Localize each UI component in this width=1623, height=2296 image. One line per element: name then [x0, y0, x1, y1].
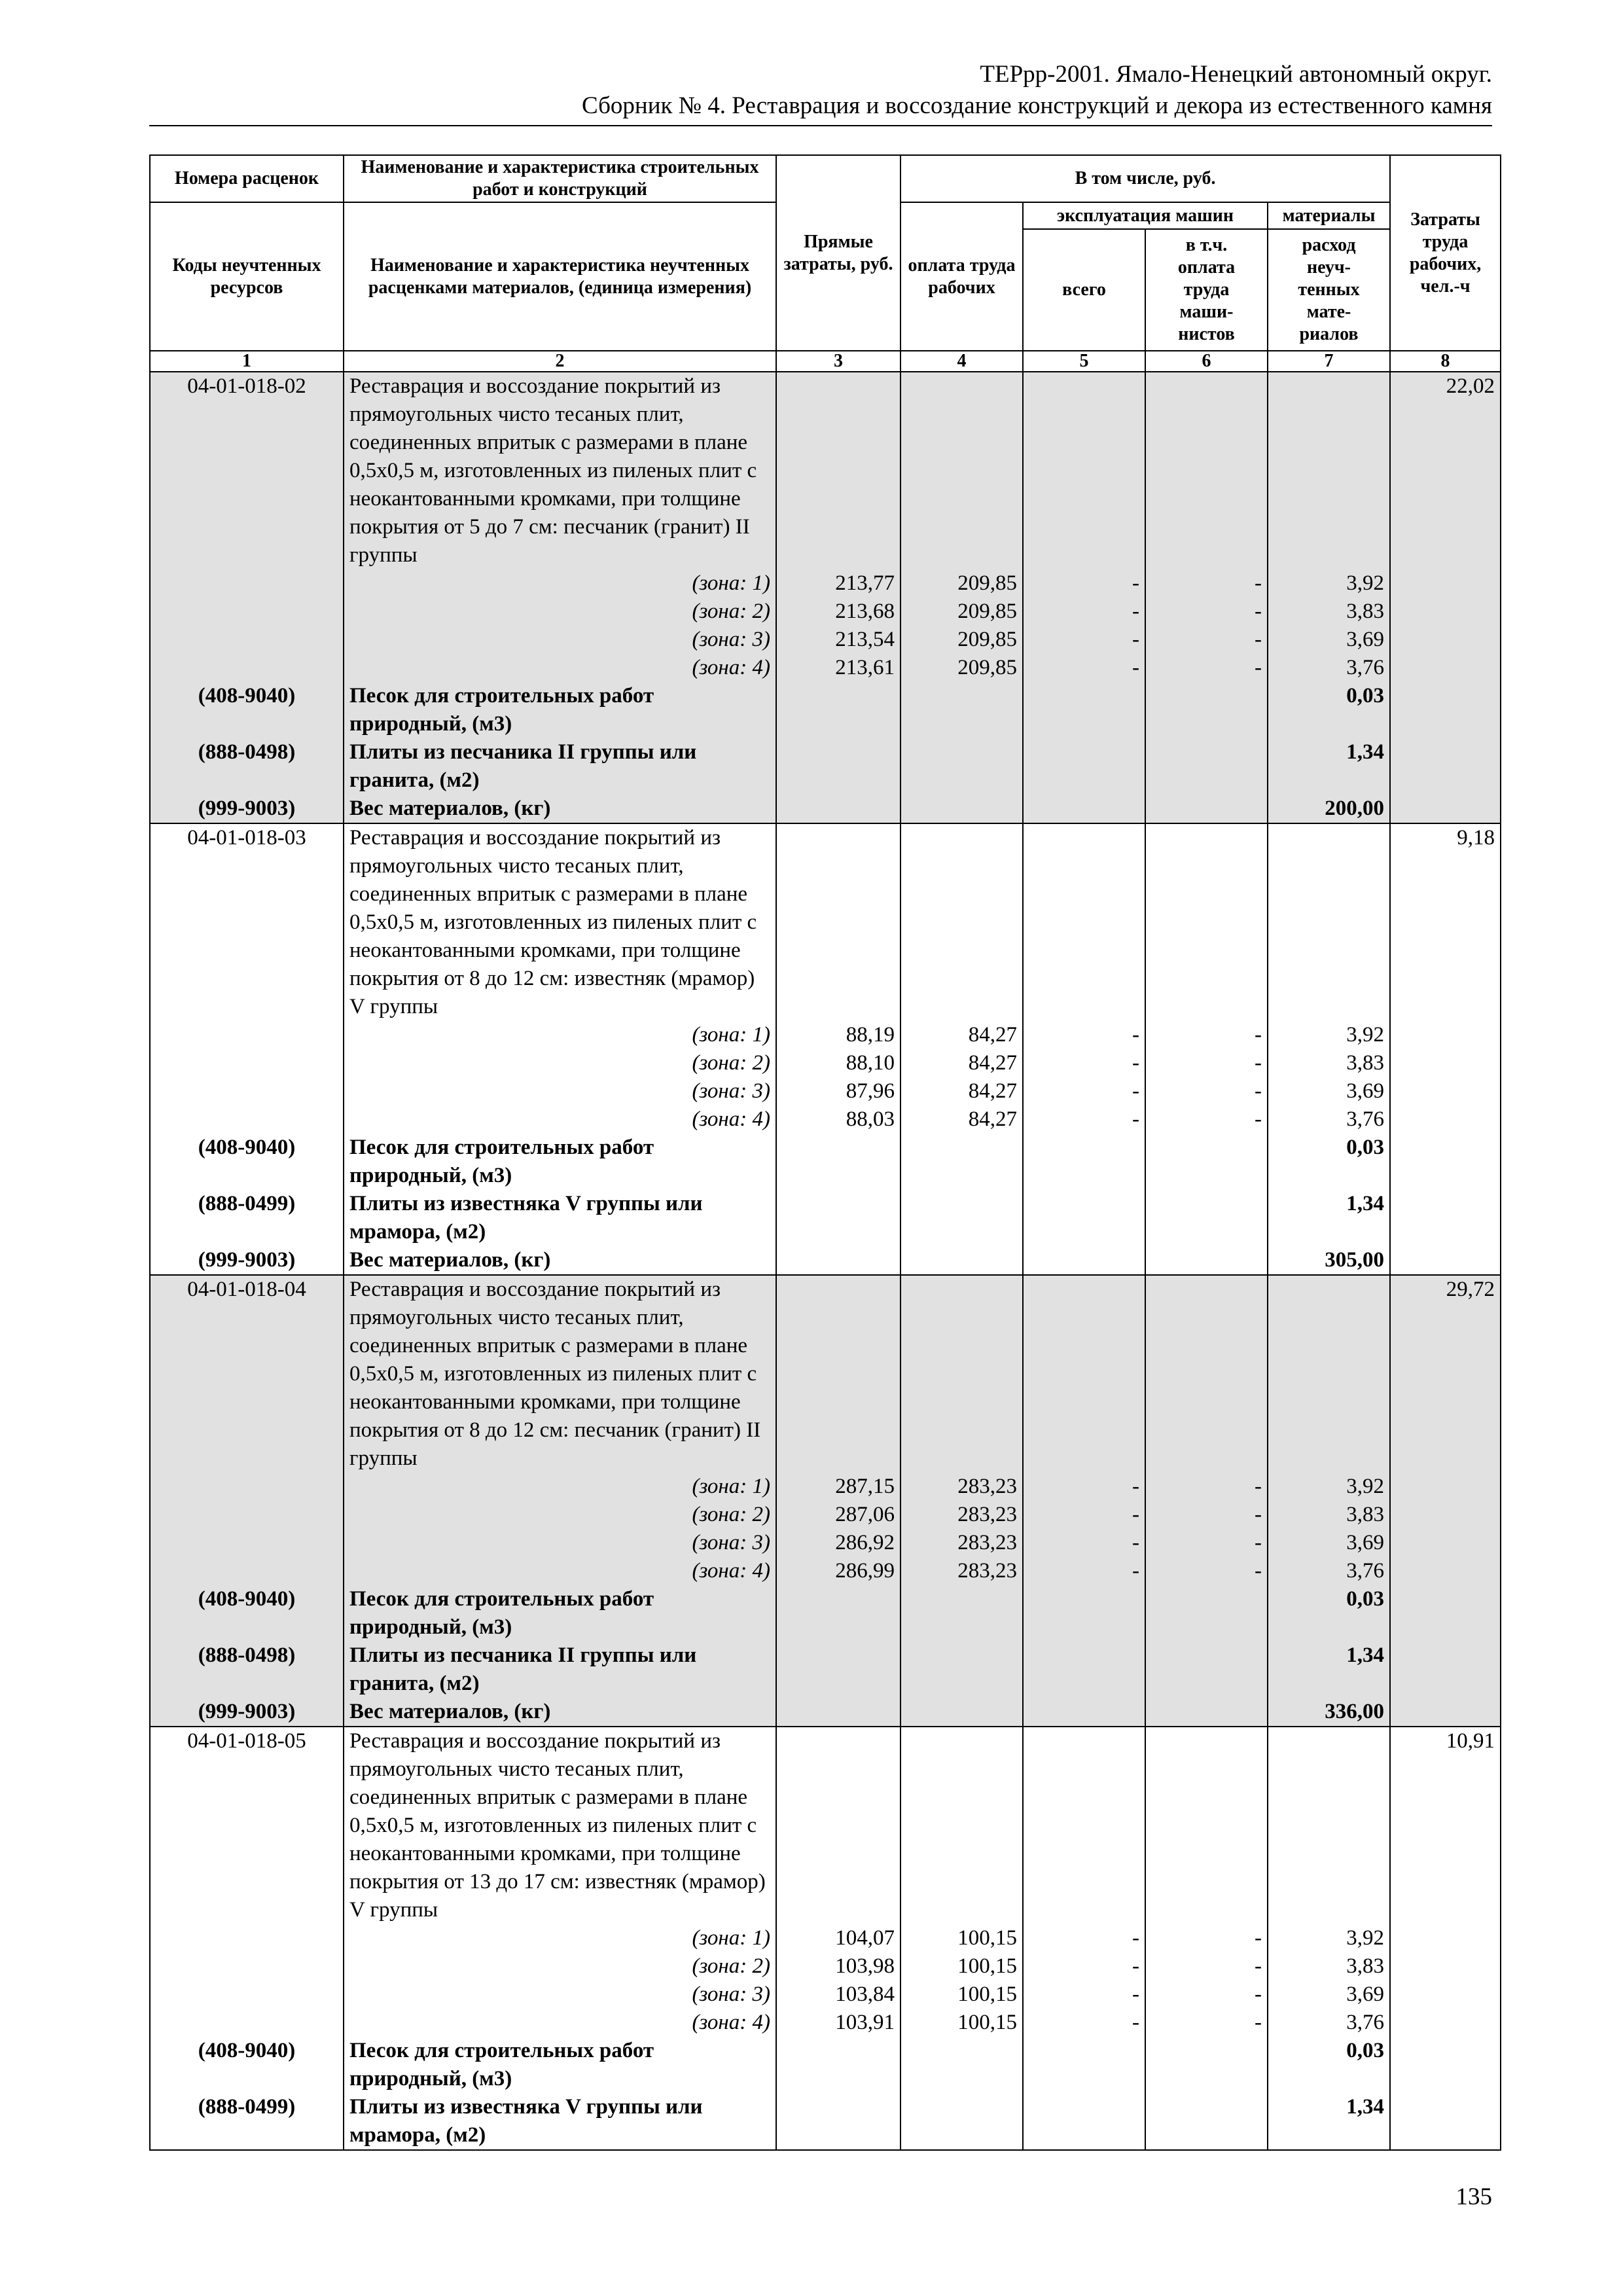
resource-amount: 0,03 — [1268, 2037, 1390, 2093]
materials-cost: 3,92 — [1268, 569, 1390, 598]
direct-costs: 88,10 — [776, 1049, 901, 1077]
labor-costs: 22,02 — [1390, 372, 1501, 569]
worker-pay: 283,23 — [901, 1501, 1023, 1529]
worker-pay: 84,27 — [901, 1049, 1023, 1077]
column-number: 2 — [344, 351, 776, 372]
resource-code: (408-9040) — [150, 2037, 344, 2093]
header-material-name: Наименование и характеристика неучтенных расценками материалов, (единица измерения) — [344, 202, 776, 351]
rate-row — [150, 372, 1501, 569]
materials-cost: 3,76 — [1268, 2009, 1390, 2037]
resource-amount: 305,00 — [1268, 1246, 1390, 1275]
zone-row — [150, 598, 1501, 626]
column-number: 3 — [776, 351, 901, 372]
header-rate-numbers: Номера расценок — [150, 155, 344, 202]
zone-label: (зона: 3) — [344, 1981, 776, 2009]
resource-code: (408-9040) — [150, 1585, 344, 1641]
machines-total: - — [1023, 2009, 1145, 2037]
zone-row — [150, 626, 1501, 654]
zone-row — [150, 1924, 1501, 1952]
worker-pay: 283,23 — [901, 1557, 1023, 1585]
machines-total: - — [1023, 1924, 1145, 1952]
direct-costs: 103,91 — [776, 2009, 901, 2037]
zone-row — [150, 1557, 1501, 1585]
resource-code: (888-0498) — [150, 1641, 344, 1698]
worker-pay: 209,85 — [901, 626, 1023, 654]
materials-cost: 3,83 — [1268, 1501, 1390, 1529]
worker-pay: 84,27 — [901, 1077, 1023, 1105]
zone-row — [150, 1473, 1501, 1501]
zone-row — [150, 1105, 1501, 1134]
materials-cost: 3,83 — [1268, 1049, 1390, 1077]
machines-total: - — [1023, 1529, 1145, 1557]
resource-name: Плиты из песчаника II группы или гранита, (м2) — [344, 738, 776, 795]
resource-name: Вес материалов, (кг) — [344, 795, 776, 823]
resource-name: Вес материалов, (кг) — [344, 1698, 776, 1727]
zone-label: (зона: 4) — [344, 654, 776, 682]
resource-row — [150, 1190, 1501, 1246]
zone-row — [150, 1952, 1501, 1981]
worker-pay: 209,85 — [901, 569, 1023, 598]
direct-costs: 103,98 — [776, 1952, 901, 1981]
resource-code: (888-0498) — [150, 738, 344, 795]
resource-row — [150, 682, 1501, 738]
resource-name: Песок для строительных работ природный, (м3) — [344, 1585, 776, 1641]
operator-pay: - — [1145, 1021, 1268, 1049]
zone-row — [150, 1077, 1501, 1105]
worker-pay: 209,85 — [901, 598, 1023, 626]
resource-amount: 0,03 — [1268, 682, 1390, 738]
zone-label: (зона: 2) — [344, 1501, 776, 1529]
operator-pay: - — [1145, 1105, 1268, 1134]
column-number: 1 — [150, 351, 344, 372]
operator-pay: - — [1145, 1473, 1268, 1501]
operator-pay: - — [1145, 1924, 1268, 1952]
machines-total: - — [1023, 1952, 1145, 1981]
table-header — [150, 155, 1501, 372]
header-labor-costs: Затраты труда рабочих, чел.-ч — [1390, 155, 1501, 351]
column-number: 4 — [901, 351, 1023, 372]
resource-row — [150, 738, 1501, 795]
operator-pay: - — [1145, 654, 1268, 682]
resource-amount: 1,34 — [1268, 1190, 1390, 1246]
zone-label: (зона: 1) — [344, 1473, 776, 1501]
header-total: всего — [1023, 229, 1145, 351]
resource-row — [150, 1585, 1501, 1641]
zone-row — [150, 1981, 1501, 2009]
collection-title: ТЕРрр-2001. Ямало-Ненецкий автономный округ. — [980, 61, 1492, 88]
column-number: 8 — [1390, 351, 1501, 372]
rate-row — [150, 823, 1501, 1021]
machines-total: - — [1023, 1021, 1145, 1049]
machines-total: - — [1023, 626, 1145, 654]
materials-cost: 3,83 — [1268, 1952, 1390, 1981]
resource-amount: 1,34 — [1268, 738, 1390, 795]
materials-cost: 3,92 — [1268, 1473, 1390, 1501]
resource-amount: 1,34 — [1268, 2093, 1390, 2150]
machines-total: - — [1023, 1981, 1145, 2009]
zone-row — [150, 1021, 1501, 1049]
resource-code: (999-9003) — [150, 795, 344, 823]
operator-pay: - — [1145, 1981, 1268, 2009]
materials-cost: 3,92 — [1268, 1021, 1390, 1049]
zone-label: (зона: 4) — [344, 2009, 776, 2037]
header-machines: эксплуатация машин — [1023, 202, 1268, 229]
resource-row — [150, 2093, 1501, 2150]
machines-total: - — [1023, 569, 1145, 598]
direct-costs: 213,77 — [776, 569, 901, 598]
resource-code: (999-9003) — [150, 1246, 344, 1275]
machines-total: - — [1023, 1077, 1145, 1105]
zone-label: (зона: 1) — [344, 569, 776, 598]
header-resource-codes: Коды неучтенных ресурсов — [150, 202, 344, 351]
operator-pay: - — [1145, 569, 1268, 598]
direct-costs: 213,68 — [776, 598, 901, 626]
rate-description: Реставрация и воссоздание покрытий из прямоугольных чисто тесаных плит, соединенных впритык с размерами в плане 0,5x0,5 м, изготовленных из пиленых плит с неокантованными кромками, при толщине покрытия от 13 до 17 см: известняк (мрамор) V группы — [344, 1727, 776, 1924]
rate-code: 04-01-018-05 — [150, 1727, 344, 1924]
resource-amount: 336,00 — [1268, 1698, 1390, 1727]
rates-table — [149, 154, 1501, 2151]
resource-name: Песок для строительных работ природный, (м3) — [344, 682, 776, 738]
direct-costs: 213,54 — [776, 626, 901, 654]
column-number: 7 — [1268, 351, 1390, 372]
direct-costs: 286,99 — [776, 1557, 901, 1585]
direct-costs: 88,03 — [776, 1105, 901, 1134]
resource-code: (408-9040) — [150, 682, 344, 738]
worker-pay: 100,15 — [901, 1981, 1023, 2009]
worker-pay: 209,85 — [901, 654, 1023, 682]
zone-label: (зона: 4) — [344, 1105, 776, 1134]
worker-pay: 283,23 — [901, 1473, 1023, 1501]
machines-total: - — [1023, 1473, 1145, 1501]
rate-group — [150, 1727, 1501, 2150]
resource-row — [150, 1641, 1501, 1698]
resource-amount: 0,03 — [1268, 1134, 1390, 1190]
header-divider — [149, 125, 1492, 126]
operator-pay: - — [1145, 1529, 1268, 1557]
direct-costs: 287,15 — [776, 1473, 901, 1501]
materials-cost: 3,83 — [1268, 598, 1390, 626]
zone-label: (зона: 1) — [344, 1924, 776, 1952]
rate-group — [150, 1275, 1501, 1727]
zone-label: (зона: 2) — [344, 1049, 776, 1077]
resource-code: (888-0499) — [150, 1190, 344, 1246]
header-including: В том числе, руб. — [901, 155, 1390, 202]
direct-costs: 287,06 — [776, 1501, 901, 1529]
zone-label: (зона: 3) — [344, 626, 776, 654]
zone-label: (зона: 3) — [344, 1077, 776, 1105]
labor-costs: 9,18 — [1390, 823, 1501, 1021]
operator-pay: - — [1145, 1077, 1268, 1105]
direct-costs: 87,96 — [776, 1077, 901, 1105]
labor-costs: 10,91 — [1390, 1727, 1501, 1924]
column-number: 6 — [1145, 351, 1268, 372]
rate-group — [150, 823, 1501, 1275]
operator-pay: - — [1145, 1049, 1268, 1077]
zone-row — [150, 1049, 1501, 1077]
resource-name: Плиты из известняка V группы или мрамора, (м2) — [344, 2093, 776, 2150]
zone-label: (зона: 1) — [344, 1021, 776, 1049]
rate-code: 04-01-018-02 — [150, 372, 344, 569]
materials-cost: 3,69 — [1268, 626, 1390, 654]
resource-code: (888-0499) — [150, 2093, 344, 2150]
direct-costs: 103,84 — [776, 1981, 901, 2009]
machines-total: - — [1023, 1501, 1145, 1529]
rate-description: Реставрация и воссоздание покрытий из прямоугольных чисто тесаных плит, соединенных впритык с размерами в плане 0,5x0,5 м, изготовленных из пиленых плит с неокантованными кромками, при толщине покрытия от 5 до 7 см: песчаник (гранит) II группы — [344, 372, 776, 569]
worker-pay: 84,27 — [901, 1021, 1023, 1049]
resource-row — [150, 1134, 1501, 1190]
materials-cost: 3,76 — [1268, 654, 1390, 682]
header-unaccounted-use: расход неуч- тенных мате- риалов — [1268, 229, 1390, 351]
page-number: 135 — [1455, 2183, 1492, 2210]
zone-row — [150, 1501, 1501, 1529]
materials-cost: 3,76 — [1268, 1105, 1390, 1134]
machines-total: - — [1023, 598, 1145, 626]
materials-cost: 3,69 — [1268, 1077, 1390, 1105]
zone-row — [150, 569, 1501, 598]
resource-code: (408-9040) — [150, 1134, 344, 1190]
worker-pay: 100,15 — [901, 1924, 1023, 1952]
zone-label: (зона: 4) — [344, 1557, 776, 1585]
resource-name: Плиты из известняка V группы или мрамора, (м2) — [344, 1190, 776, 1246]
zone-row — [150, 1529, 1501, 1557]
rate-description: Реставрация и воссоздание покрытий из прямоугольных чисто тесаных плит, соединенных впритык с размерами в плане 0,5x0,5 м, изготовленных из пиленых плит с неокантованными кромками, при толщине покрытия от 8 до 12 см: песчаник (гранит) II группы — [344, 1275, 776, 1473]
operator-pay: - — [1145, 598, 1268, 626]
header-work-name: Наименование и характеристика строительных работ и конструкций — [344, 155, 776, 202]
materials-cost: 3,76 — [1268, 1557, 1390, 1585]
direct-costs: 88,19 — [776, 1021, 901, 1049]
zone-label: (зона: 3) — [344, 1529, 776, 1557]
resource-name: Песок для строительных работ природный, (м3) — [344, 1134, 776, 1190]
resource-row — [150, 1698, 1501, 1727]
operator-pay: - — [1145, 1952, 1268, 1981]
resource-amount: 1,34 — [1268, 1641, 1390, 1698]
worker-pay: 100,15 — [901, 1952, 1023, 1981]
resource-name: Плиты из песчаника II группы или гранита, (м2) — [344, 1641, 776, 1698]
rate-code: 04-01-018-03 — [150, 823, 344, 1021]
resource-name: Вес материалов, (кг) — [344, 1246, 776, 1275]
collection-subtitle: Сборник № 4. Реставрация и воссоздание конструкций и декора из естественного камня — [581, 92, 1492, 119]
worker-pay: 283,23 — [901, 1529, 1023, 1557]
rate-code: 04-01-018-04 — [150, 1275, 344, 1473]
zone-row — [150, 654, 1501, 682]
resource-name: Песок для строительных работ природный, (м3) — [344, 2037, 776, 2093]
labor-costs: 29,72 — [1390, 1275, 1501, 1473]
rate-description: Реставрация и воссоздание покрытий из прямоугольных чисто тесаных плит, соединенных впритык с размерами в плане 0,5x0,5 м, изготовленных из пиленых плит с неокантованными кромками, при толщине покрытия от 8 до 12 см: известняк (мрамор) V группы — [344, 823, 776, 1021]
resource-code: (999-9003) — [150, 1698, 344, 1727]
zone-label: (зона: 2) — [344, 1952, 776, 1981]
column-numbers-row — [150, 351, 1501, 372]
materials-cost: 3,92 — [1268, 1924, 1390, 1952]
resource-row — [150, 1246, 1501, 1275]
machines-total: - — [1023, 1557, 1145, 1585]
materials-cost: 3,69 — [1268, 1981, 1390, 2009]
resource-row — [150, 2037, 1501, 2093]
operator-pay: - — [1145, 1501, 1268, 1529]
machines-total: - — [1023, 654, 1145, 682]
rate-row — [150, 1727, 1501, 1924]
rate-row — [150, 1275, 1501, 1473]
column-number: 5 — [1023, 351, 1145, 372]
header-worker-pay: оплата труда рабочих — [901, 202, 1023, 351]
header-direct-costs: Прямые затраты, руб. — [776, 155, 901, 351]
worker-pay: 84,27 — [901, 1105, 1023, 1134]
machines-total: - — [1023, 1105, 1145, 1134]
rate-group — [150, 372, 1501, 823]
worker-pay: 100,15 — [901, 2009, 1023, 2037]
resource-amount: 200,00 — [1268, 795, 1390, 823]
machines-total: - — [1023, 1049, 1145, 1077]
direct-costs: 213,61 — [776, 654, 901, 682]
header-materials: материалы — [1268, 202, 1390, 229]
materials-cost: 3,69 — [1268, 1529, 1390, 1557]
operator-pay: - — [1145, 2009, 1268, 2037]
direct-costs: 286,92 — [776, 1529, 901, 1557]
header-operator-pay: в т.ч. оплата труда маши- нистов — [1145, 229, 1268, 351]
operator-pay: - — [1145, 626, 1268, 654]
direct-costs: 104,07 — [776, 1924, 901, 1952]
zone-label: (зона: 2) — [344, 598, 776, 626]
resource-amount: 0,03 — [1268, 1585, 1390, 1641]
resource-row — [150, 795, 1501, 823]
zone-row — [150, 2009, 1501, 2037]
operator-pay: - — [1145, 1557, 1268, 1585]
